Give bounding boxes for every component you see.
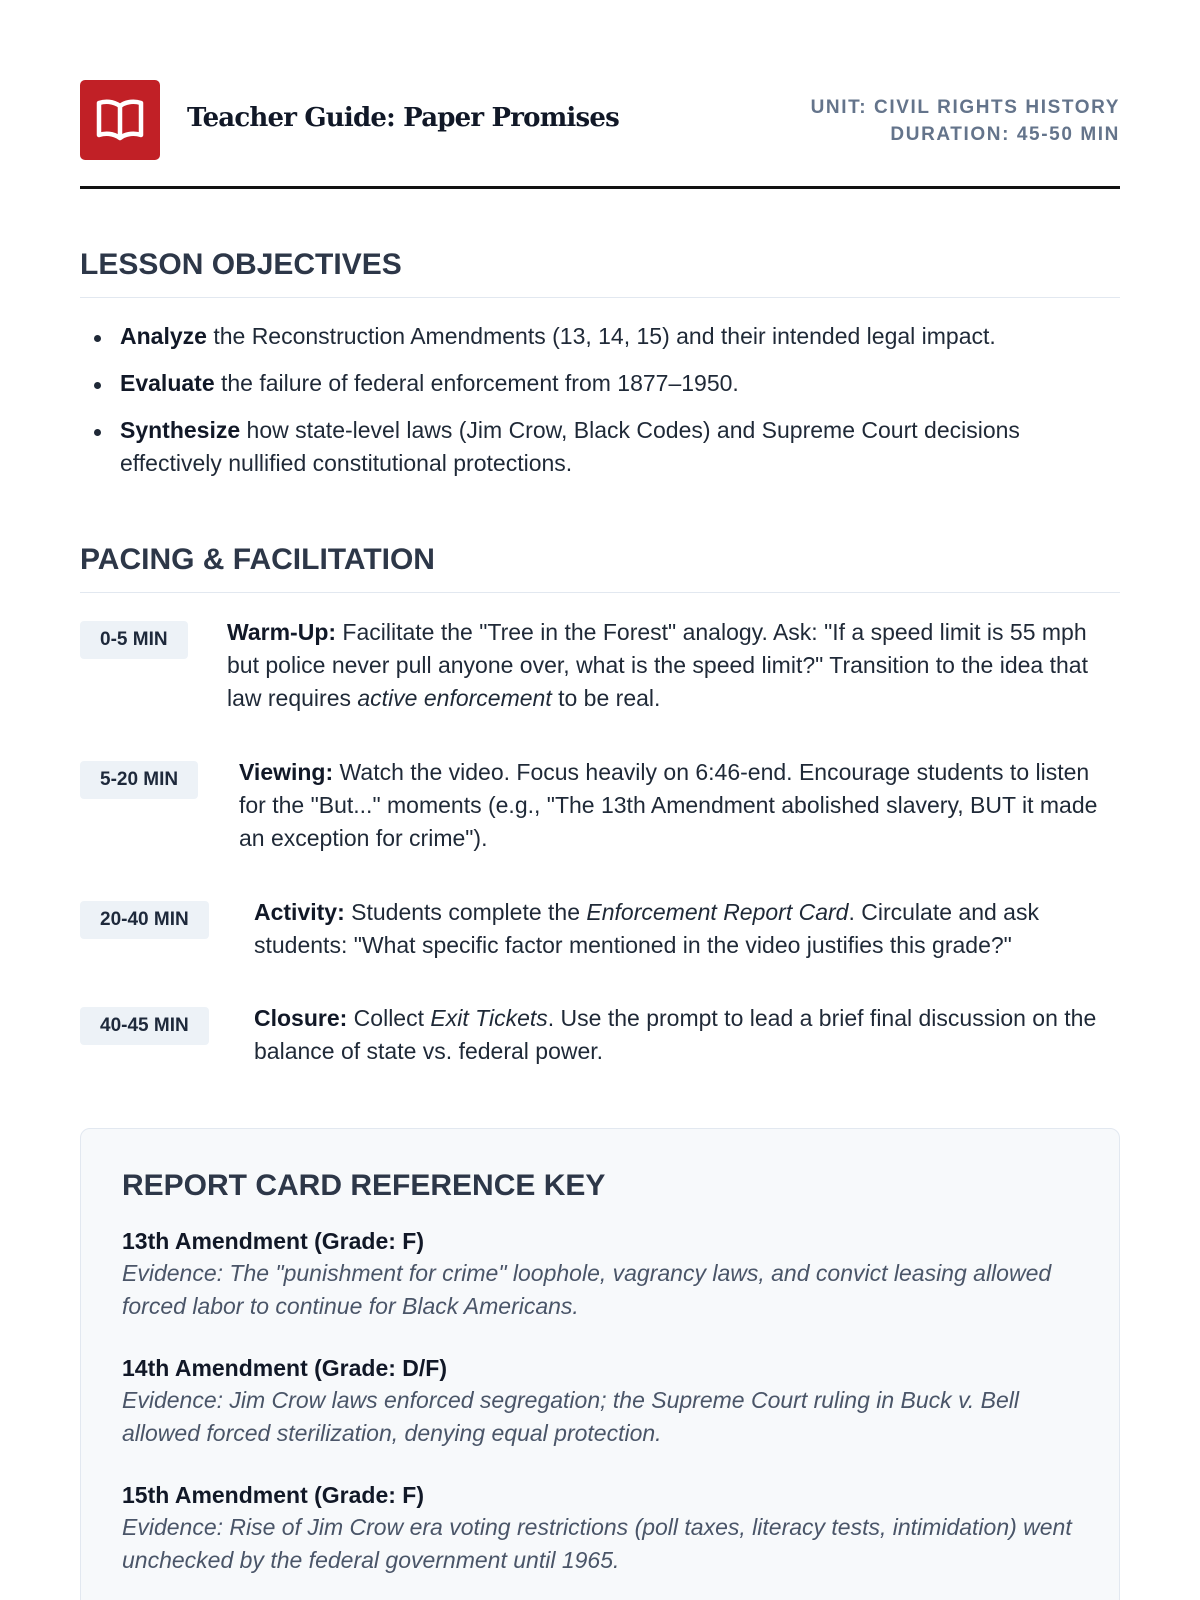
pacing-label: Viewing: — [239, 759, 334, 785]
open-book-icon — [96, 98, 144, 142]
pacing-description: Viewing: Watch the video. Focus heavily on 6:46-end. Encourage students to listen for the "But..." moments (e.g., "The 13th Amendment abolished slavery, BUT it made an exception for crime"). — [239, 759, 1098, 851]
objectives-heading: LESSON OBJECTIVES — [80, 248, 402, 281]
list-item — [80, 367, 1120, 400]
objective-verb: Synthesize — [120, 417, 241, 443]
bullet-icon — [94, 429, 101, 436]
bullet-icon — [94, 335, 101, 342]
reference-key-card — [80, 1128, 1120, 1600]
pacing-label: Activity: — [254, 899, 345, 925]
objectives-divider — [80, 297, 1120, 298]
emphasis-text: active enforcement — [357, 685, 552, 711]
amendment-evidence: Evidence: The "punishment for crime" loophole, vagrancy laws, and convict leasing allowed forced labor to continue for Black Americans. — [122, 1260, 1052, 1319]
time-badge: 0-5 MIN — [80, 621, 188, 659]
amendment-grade: 14th Amendment (Grade: D/F) — [122, 1355, 448, 1381]
emphasis-text: Exit Tickets — [430, 1005, 548, 1031]
bullet-icon — [94, 382, 101, 389]
pacing-description: Closure: Collect Exit Tickets. Use the prompt to lead a brief final discussion on the balance of state vs. federal power. — [254, 1005, 1097, 1064]
amendment-grade: 13th Amendment (Grade: F) — [122, 1228, 425, 1254]
amendment-evidence: Evidence: Jim Crow laws enforced segregation; the Supreme Court ruling in Buck v. Bell allowed forced sterilization, denying equal protection. — [122, 1387, 1019, 1446]
list-item — [80, 320, 1120, 353]
lesson-meta — [811, 94, 1120, 148]
pacing-description: Activity: Students complete the Enforcement Report Card. Circulate and ask students: "What specific factor mentioned in the video justifies this grade?" — [254, 899, 1039, 958]
objective-text: the failure of federal enforcement from 1877–1950. — [214, 370, 739, 396]
objective-text: the Reconstruction Amendments (13, 14, 15) and their intended legal impact. — [206, 323, 996, 349]
pacing-description: Warm-Up: Facilitate the "Tree in the Forest" analogy. Ask: "If a speed limit is 55 mph but police never pull anyone over, what is the speed limit?" Transition to the idea that law requires active enforcement to be real. — [227, 619, 1088, 711]
time-badge: 20-40 MIN — [80, 901, 209, 939]
logo — [80, 80, 160, 160]
pacing-heading: PACING & FACILITATION — [80, 543, 435, 576]
emphasis-text: Enforcement Report Card — [586, 899, 849, 925]
amendment-grade: 15th Amendment (Grade: F) — [122, 1482, 425, 1508]
document-header — [80, 80, 1120, 160]
time-badge: 5-20 MIN — [80, 761, 198, 799]
pacing-label: Closure: — [254, 1005, 348, 1031]
teacher-guide-page — [80, 0, 1120, 1600]
amendment-evidence: Evidence: Rise of Jim Crow era voting restrictions (poll taxes, literacy tests, intimidation) went unchecked by the federal government until 1965. — [122, 1514, 1072, 1573]
pacing-label: Warm-Up: — [227, 619, 337, 645]
duration-label: DURATION: 45-50 MIN — [890, 124, 1120, 145]
key-entry-15th-amendment — [122, 1479, 1082, 1577]
key-entry-14th-amendment — [122, 1352, 1082, 1450]
objective-verb: Analyze — [120, 323, 207, 349]
key-entry-13th-amendment — [122, 1225, 1082, 1323]
header-divider — [80, 186, 1120, 189]
reference-key-heading: REPORT CARD REFERENCE KEY — [122, 1169, 606, 1202]
list-item — [80, 414, 1120, 480]
objective-text: how state-level laws (Jim Crow, Black Codes) and Supreme Court decisions effectively nullified constitutional protections. — [120, 417, 1020, 476]
pacing-divider — [80, 592, 1120, 593]
unit-label: UNIT: CIVIL RIGHTS HISTORY — [810, 97, 1120, 118]
time-badge: 40-45 MIN — [80, 1007, 209, 1045]
document-title: Teacher Guide: Paper Promises — [187, 103, 619, 133]
objective-verb: Evaluate — [120, 370, 215, 396]
objectives-list — [80, 320, 1120, 494]
